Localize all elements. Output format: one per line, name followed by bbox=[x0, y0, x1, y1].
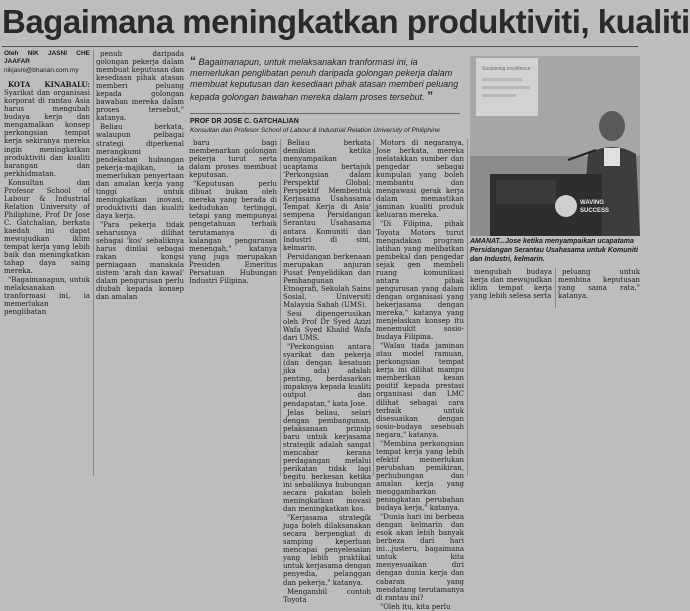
paragraph: "Keputusan perlu dibuat bukan oleh mereka yang berada di kedudukan tertinggi, tetapi yang mempunyai pengetahuan terbaik terutamanya di kalangan pengurusan menengah," katanya yang juga merupakan Presiden Emeritus Persatuan Hubungan Industri Filipina. bbox=[189, 180, 277, 285]
byline-email: nikjasni@bharian.com.my bbox=[4, 67, 79, 75]
column-divider bbox=[93, 50, 94, 476]
paragraph: "Bagaimanapun, untuk melaksanakan tranformasi ini, ia memerlukan penglibatan bbox=[4, 276, 90, 317]
speaker-photo bbox=[470, 56, 640, 236]
pull-quote bbox=[190, 56, 460, 103]
paragraph: "Dunia hari ini berbeza dengan kelmarin dan esok akan lebih banyak berbeza dari hari ini...justeru, bagaimana untuk kita menyesuaikan diri dengan dunia kerja dan cabaran yang mendatang terutamanya di rantau ini? bbox=[376, 513, 464, 602]
paragraph: Mengambil contoh Toyota bbox=[283, 587, 371, 604]
paragraph: Sesi dipengerusikan oleh Prof Dr Syed Azizi Wafa Syed Khalid Wafa dari UMS. bbox=[283, 309, 371, 343]
paragraph: "Membina perkongsian tempat kerja yang lebih efektif memerlukan perubahan pemikiran, perhubungan dan amalan kerja yang menggambarkan peningkatan perubahan budaya kerja," katanya. bbox=[376, 439, 464, 513]
dateline: KOTA KINABALU: bbox=[8, 80, 90, 90]
pull-quote-rule bbox=[190, 113, 460, 114]
article-column-6 bbox=[470, 268, 552, 328]
paragraph: "Walau tiada jaminan atau model ramuan, perkongsian tempat kerja ini dilihat mampu memberikan kesan positif kepada prestasi organisasi dan LMC dilihat sebagai cara terbaik untuk disesuaikan dengan sosio-budaya sesebuah negara," katanya. bbox=[376, 342, 464, 439]
paragraph: Persidangan berkenaan merupakan anjuran Pusat Penyelidikan dan Pembangunan Etnografi, Sekolah Sains Sosial, Universiti Malaysia Sabah (UMS). bbox=[283, 252, 371, 309]
attribution-role: Konsultan dan Profesor School of Labour & Industrial Relation University of Philiphine bbox=[190, 127, 440, 134]
article-column-4 bbox=[283, 139, 371, 604]
article-column-7 bbox=[558, 268, 640, 328]
paragraph: KOTA KINABALU: Syarikat dan organisasi korporat di rantau Asia harus mengubah budaya kerja dan mengamalkan konsep perkongsian tempat kerja sekiranya mereka ingin meningkatkan produktiviti dan kualiti barangan dan perkhidmatan. bbox=[4, 80, 90, 178]
paragraph: "Para pekerja tidak seharusnya dilihat sebagai 'kos' sebaliknya harus dinilai sebagai rakan kongsi perniagaan manakala sistem 'arah dan kawal' dalam pengurusan perlu diubah kepada konsep dan amalan bbox=[96, 220, 184, 302]
paragraph: Motors di negaranya, Jose berkata, mereka melatakkan sumber dan pengedar sebagai kumpulan yang boleh membantu dan mengawasi gerak kerja dalam memastikan jaminan kualiti produk keluaran mereka. bbox=[376, 139, 464, 220]
column-divider bbox=[373, 139, 374, 476]
speaker-photo-illustration bbox=[470, 56, 640, 236]
pull-quote-text: Bagaimanapun, untuk melaksanakan tranformasi ini, ia memerlukan penglibatan penuh daripada golongan pekerja dalam membuat keputusan dan kesediaan pihak atasan memberi peluang kepada golongan bawahan mereka dalam proses tersebut. bbox=[190, 57, 459, 102]
paragraph: baru bagi membenarkan golongan pekerja turut serta dalam proses membuat keputusan. bbox=[189, 139, 277, 180]
paragraph: Beliau berkata, walaupun pelbagai strategi diperkenal merangkumi pendekatan hubungan pekerja-majikan, ia memerlukan penyertaan dan amalan kerja yang tinggi untuk meningkatkan inovasi, produktiviti dan kualiti daya kerja. bbox=[96, 123, 184, 220]
attribution-name: PROF DR JOSE C. GATCHALIAN bbox=[190, 118, 299, 125]
photo-caption: AMANAT...Jose ketika menyampaikan ucapatama Persidangan Serantau Usahasama untuk Komuniti dan Industri, kelmarin. bbox=[470, 238, 639, 263]
badge-line1: WAVING bbox=[580, 200, 604, 206]
paragraph: Beliau berkata demikian ketika menyampaikan ucaptama bertajuk 'Perkongsian dalam Perspektif Global: Perspektif Membentuk Kerjasama Usahasama Tempat Kerja di Asia' sempena Persidangan Serantau Usahasama antara Komuniti dan Industri di sini, kelmarin. bbox=[283, 139, 371, 252]
badge-line2: SUCCESS bbox=[580, 208, 610, 214]
close-quote-icon: ” bbox=[427, 88, 434, 103]
paragraph: peluang untuk membina keputusan yang sama rata," katanya. bbox=[558, 268, 640, 301]
paragraph: Jelas beliau, selari dengan pembangunan, pelaksanaan prinsip baru untuk kerjasama strategik adalah sangat mencabar kerana perdagangan melalui perikatan tidak lagi begitu berkesan ketika ini sebaliknya hubungan secara pakatan boleh meningkatkan inovasi dan meningkatkan kos. bbox=[283, 408, 371, 514]
paragraph: "Perkongsian antara syarikat dan pekerja (dan dengan kesatuan jika ada) adalah penting, berdasarkan impaknya kepada kualiti output dan pendapatan," kata Jose. bbox=[283, 343, 371, 408]
byline-author: Oleh NIK JASNI CHE JAAFAR bbox=[4, 50, 90, 66]
article-column-3 bbox=[189, 139, 277, 476]
paragraph: "Oleh itu, kita perlu bbox=[380, 602, 451, 611]
paragraph: "Di Filipina, pihak Toyota Motors turut mengadakan program latihan yang melibatkan pembekal dan pengedar sejak gen membeli ruang komunikasi antara pihak pengurusan yang dalam dengan organisasi yang bekerjasama dengan mereka," katanya yang menjelaskan konsep itu menemukit sosio-budaya Filipina. bbox=[376, 220, 464, 342]
article-column-2 bbox=[96, 50, 184, 476]
column-divider bbox=[555, 268, 556, 308]
headline-rule bbox=[2, 46, 638, 47]
paragraph: mengubah budaya kerja dan mewujudkan iklim tempat kerja yang lebih selesa serta bbox=[470, 268, 552, 301]
article-column-1 bbox=[4, 50, 90, 476]
column-divider bbox=[280, 139, 281, 476]
article-column-5 bbox=[376, 139, 464, 611]
column-divider bbox=[467, 139, 468, 476]
paragraph: Konsultan dan Profesor School of Labour & Industrial Relation University of Philiphine, Prof Dr Jose C. Gatchalian, berkata kaedah ini dapat mewujudkan iklim tempat kerja yang lebih baik dan meningkatkan tahap daya saing mereka. bbox=[4, 178, 90, 276]
open-quote-icon: “ bbox=[190, 54, 196, 68]
headline: Bagaimana meningkatkan produktiviti, kualiti bbox=[2, 3, 690, 40]
paragraph: "Kerjasama strategik juga boleh dilaksanakan secara berpengkat di samping keperluan mencapai penyelesaian yang lebih praktikal untuk kerjasama dengan penyedia, pelanggan dan pekerja," katanya. bbox=[283, 514, 371, 587]
sheet-text: Sustaining excellence bbox=[482, 66, 531, 72]
paragraph: penuh daripada golongan pekerja dalam membuat keputusan dan kesediaan pihak atasan memberi peluang kepada golongan bawahan mereka dalam proses tersebut," katanya. bbox=[96, 50, 184, 123]
